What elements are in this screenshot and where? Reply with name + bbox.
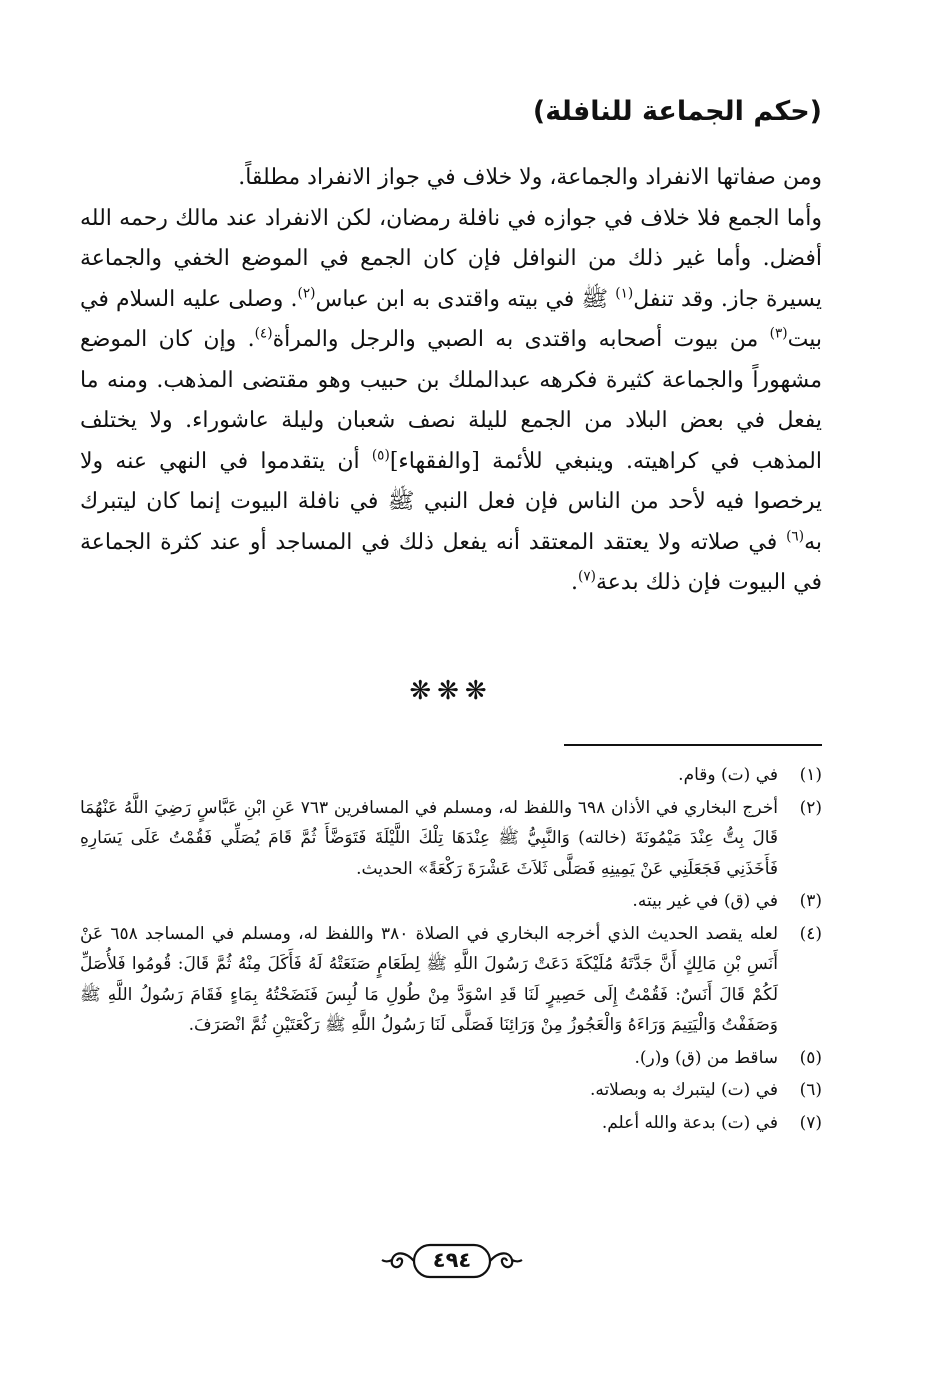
footnote-number: (٢) <box>799 797 822 818</box>
footnote-item <box>80 1075 822 1106</box>
footnote-text: أخرج البخاري في الأذان ٦٩٨ واللفظ له، ومسلم في المسافرين ٧٦٣ عَنِ ابْنِ عَبَّاسٍ رَضِيَ اللَّهُ عَنْهُمَا قَالَ بِتُّ عِنْدَ مَيْمُونَةَ (خالته) وَالنَّبِيُّ ﷺ عِنْدَهَا تِلْكَ اللَّيْلَةَ فَتَوَضَّأَ ثُمَّ قَامَ يُصَلِّي فَقُمْتُ عَلَى يَسَارِهِ فَأَخَذَنِي فَجَعَلَنِي عَنْ يَمِينِهِ فَصَلَّى ثَلاَثَ عَشْرَةَ رَكْعَةً» الحديث. <box>80 797 779 879</box>
footnote-number: (١) <box>799 765 822 785</box>
text-segment: أن يتقدموا في النهي عنه ولا يرخصوا فيه لأحد من الناس فإن فعل النبي ﷺ في نافلة البيوت إنما كان ليتبرك به <box>80 448 822 555</box>
footnote-ref: (٤) <box>254 325 273 342</box>
text-segment: وأما الجمع فلا خلاف في جوازه في نافلة رمضان، لكن الانفراد عند مالك رحمه الله أفضل. وأما غير ذلك من النوافل فإن كان الجمع في الموضع الخفي والجماعة يسيرة جاز. وقد تنفل <box>80 205 822 312</box>
footnote-ref: (٦) <box>786 528 805 545</box>
footnote-number: (٧) <box>799 1112 822 1133</box>
footnote-item <box>80 1043 822 1074</box>
footnote-ref: (١) <box>615 285 634 302</box>
footnote-number: (٤) <box>799 923 822 944</box>
footnote-item <box>80 793 822 885</box>
text-segment: . <box>571 570 578 595</box>
footnote-item <box>80 919 822 1041</box>
footnote-ref: (٥) <box>371 447 390 464</box>
footnote-ref: (٣) <box>769 325 788 342</box>
footnote-divider <box>564 744 822 746</box>
footnote-number: (٥) <box>799 1047 822 1068</box>
text-segment: . وإن كان الموضع مشهوراً والجماعة كثيرة فكرهه عبدالملك بن حبيب وهو مقتضى المذهب. ومنه ما يفعل في بعض البلاد من الجمع لليلة نصف شعبان وليلة عاشوراء. ولا يختلف المذهب في كراهيته. وينبغي للأئمة [والفقهاء] <box>80 327 822 474</box>
page-number: ٤٩٤ <box>432 1248 472 1272</box>
footnote-item <box>80 760 822 791</box>
text-segment: . وصلى عليه السلام في بيت <box>80 286 822 352</box>
footnote-item <box>80 1108 822 1139</box>
paragraph-2 <box>80 199 822 604</box>
footnote-ref: (٧) <box>578 568 596 585</box>
text-segment: من بيوت أصحابه واقتدى به الصبي والرجل والمرأة <box>272 327 770 352</box>
book-page <box>80 0 822 1382</box>
footnote-ref: (٢) <box>297 285 316 302</box>
footnote-text: ساقط من (ق) و(ر). <box>634 1047 778 1068</box>
text-segment: في صلاته ولا يعتقد المعتقد أنه يفعل ذلك في المساجد أو عند كثرة الجماعة في البيوت فإن ذلك بدعة <box>80 529 822 595</box>
footnote-text: في (ت) ليتبرك به وبصلاته. <box>589 1080 778 1100</box>
text-segment: ﷺ في بيته واقتدى به ابن عباس <box>315 286 616 312</box>
footnote-number: (٣) <box>799 891 822 911</box>
paragraph-1: ومن صفاتها الانفراد والجماعة، ولا خلاف في جواز الانفراد مطلقاً. <box>238 165 822 190</box>
section-title: (حكم الجماعة للنافلة) <box>532 96 822 127</box>
footnote-number: (٦) <box>799 1080 822 1100</box>
footnote-text: في (ت) وقام. <box>678 765 778 785</box>
footnotes-list <box>80 760 822 1140</box>
footnote-text: في (ت) بدعة والله أعلم. <box>601 1112 778 1133</box>
page-number-ornament <box>80 1240 822 1284</box>
footnote-text: لعله يقصد الحديث الذي أخرجه البخاري في الصلاة ٣٨٠ واللفظ له، ومسلم في المساجد ٦٥٨ عَنْ أَنَسِ بْنِ مَالِكٍ أَنَّ جَدَّتَهُ مُلَيْكَةَ دَعَتْ رَسُولَ اللَّهِ ﷺ لِطَعَامٍ صَنَعَتْهُ لَهُ فَأَكَلَ مِنْهُ ثُمَّ قَالَ: قُومُوا فَلأُصَلِّ لَكُمْ قَالَ أَنَسٌ: فَقُمْتُ إِلَى حَصِيرٍ لَنَا قَدِ اسْوَدَّ مِنْ طُولِ مَا لُبِسَ فَنَضَحْتُهُ بِمَاءٍ فَقَامَ رَسُولُ اللَّهِ ﷺ وَصَفَفْتُ وَالْيَتِيمَ وَرَاءَهُ وَالْعَجُوزُ مِنْ وَرَائِنَا فَصَلَّى لَنَا رَسُولُ اللَّهِ ﷺ رَكْعَتَيْنِ ثُمَّ انْصَرَفَ. <box>80 923 778 1035</box>
footnote-text: في (ق) في غير بيته. <box>632 891 778 911</box>
main-text <box>80 158 822 604</box>
section-separator: ❋❋❋ <box>409 676 493 706</box>
footnote-item <box>80 886 822 917</box>
